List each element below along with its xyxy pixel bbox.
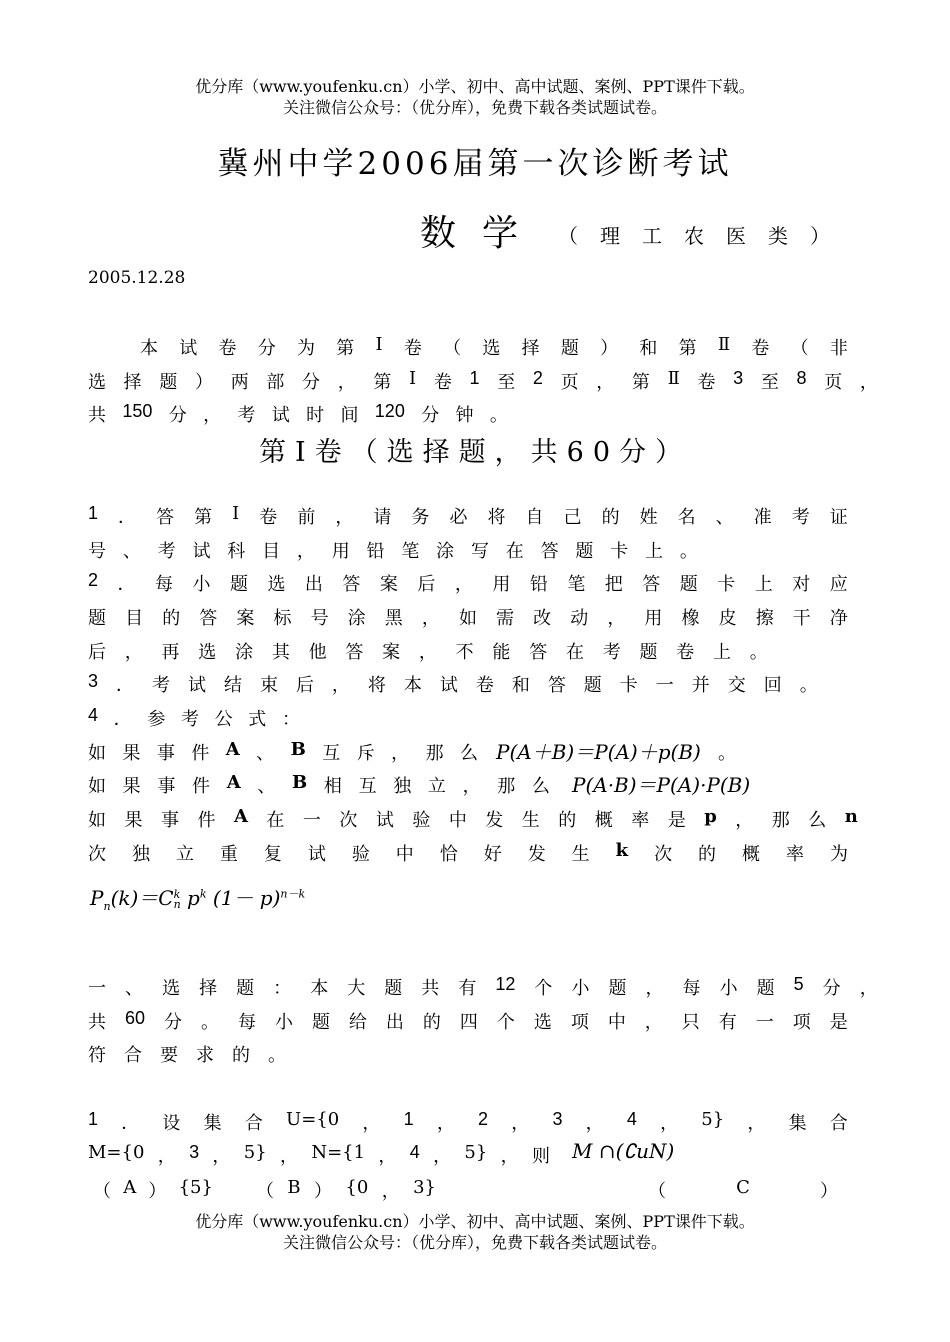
header-line-1: 优分库（www.youfenku.cn）小学、初中、高中试题、案例、PPT课件下载。 (195, 77, 755, 96)
note-2-line-3: 后 ， 再 选 涂 其 他 答 案 ， 不 能 答 在 考 题 卷 上 。 (88, 642, 768, 663)
part-1-line-1: 一 、 选 择 题 ： 本 大 题 共 有 12 个 小 题 ， 每 小 题 5 分 ， (88, 974, 878, 999)
formula-3 (90, 882, 305, 913)
question-1-line-2: M={0 ， 3 ， 5} ， N={1 ， 4 ， 5} ， 则 (88, 1142, 550, 1167)
subject-title: 数学 (420, 213, 545, 254)
formula-1-end: 。 (718, 743, 736, 764)
option-b: （ B ） {0 ， 3} (256, 1177, 436, 1202)
option-c: （ C ） (648, 1177, 838, 1202)
note-2-line-1: 2 ． 每 小 题 选 出 答 案 后 ， 用 铅 笔 把 答 题 卡 上 对 应 (88, 570, 848, 595)
option-a: （ A ） {5} (93, 1177, 213, 1202)
formula-1: P(A＋B)＝P(A)＋p(B) (496, 740, 701, 764)
footer-line-1: 优分库（www.youfenku.cn）小学、初中、高中试题、案例、PPT课件下载。 (195, 1212, 755, 1231)
footer-line-2: 关注微信公众号：（优分库），免费下载各类试题试卷。 (282, 1233, 667, 1252)
subject-note: （理工农医类） (558, 224, 852, 248)
intro-line-3: 共 150 分 ， 考 试 时 间 120 分 钟 。 (88, 401, 508, 426)
formula-3-line-2: 次 独 立 重 复 试 验 中 恰 好 发 生 k 次 的 概 率 为 (88, 840, 848, 865)
formula-2: P(A·B)＝P(A)·P(B) (572, 773, 751, 797)
note-1-line-1: 1 ． 答 第 Ⅰ 卷 前 ， 请 务 必 将 自 己 的 姓 名 、 准 考 证 (88, 503, 848, 528)
note-2-line-2: 题 目 的 答 案 标 号 涂 黑 ， 如 需 改 动 ， 用 橡 皮 擦 干 净 (88, 608, 848, 629)
formula-1-text: 如 果 事 件 A 、 B 互 斥 ， 那 么 (88, 739, 478, 764)
note-3: 3 ． 考 试 结 束 后 ， 将 本 试 卷 和 答 题 卡 一 并 交 回 。 (88, 671, 818, 696)
formula-3-line-1: 如 果 事 件 A 在 一 次 试 验 中 发 生 的 概 率 是 p ， 那 么 n (88, 806, 858, 831)
header-line-2: 关注微信公众号：（优分库），免费下载各类试题试卷。 (282, 98, 667, 117)
question-1-line-1: 1 ． 设 集 合 U={0 ， 1 ， 2 ， 3 ， 4 ， 5} ， 集 合 (88, 1109, 848, 1134)
part-1-line-2: 共 60 分 。 每 小 题 给 出 的 四 个 选 项 中 ， 只 有 一 项 是 (88, 1008, 848, 1033)
part-1-line-3: 符 合 要 求 的 。 (88, 1045, 286, 1066)
intro-line-1: 本 试 卷 分 为 第 Ⅰ 卷 （ 选 择 题 ） 和 第 Ⅱ 卷 （ 非 (140, 334, 848, 359)
formula-2-text: 如 果 事 件 A 、 B 相 互 独 立 ， 那 么 (88, 772, 550, 797)
intro-line-2: 选 择 题 ） 两 部 分 ， 第 Ⅰ 卷 1 至 2 页 ， 第 Ⅱ 卷 3 至 8 页 ， (88, 368, 878, 393)
section-1-title: 第Ⅰ卷（选择题，共60分） (258, 437, 692, 468)
formula-3-text: $P_n(k)=C$ k n $p^k$ $(1- p)^{n-k}$ (90, 886, 306, 913)
exam-date: 2005.12.28 (88, 268, 186, 288)
question-1-formula: M ∩(∁uN) (572, 1139, 675, 1163)
note-1-line-2: 号 、 考 试 科 目 ， 用 铅 笔 涂 写 在 答 题 卡 上 。 (88, 541, 698, 562)
exam-title: 冀州中学2006届第一次诊断考试 (217, 146, 733, 182)
note-4: 4 ． 参 考 公 式 ： (88, 705, 300, 730)
